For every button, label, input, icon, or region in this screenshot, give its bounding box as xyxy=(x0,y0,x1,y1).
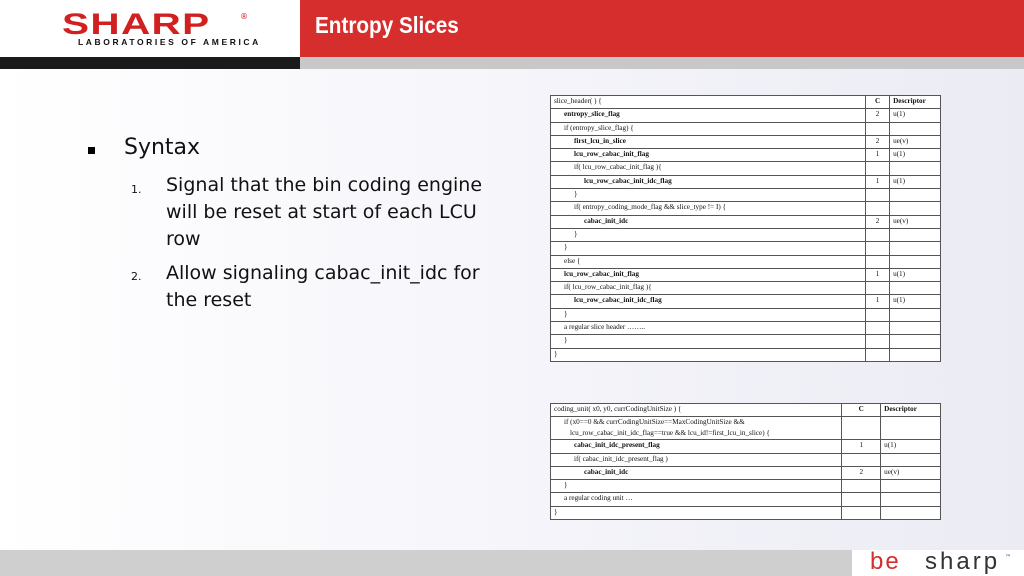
descriptor-cell xyxy=(890,162,941,175)
syntax-cell xyxy=(551,202,866,215)
descriptor-cell xyxy=(890,282,941,295)
syntax-text: } xyxy=(564,481,568,490)
table-row xyxy=(551,322,941,335)
descriptor-cell xyxy=(890,335,941,348)
table-header-row xyxy=(551,96,941,109)
descriptor-cell xyxy=(881,417,941,440)
syntax-text-continued: lcu_row_cabac_init_idc_flag==true && lcu_id!=first_lcu_in_slice) { xyxy=(570,429,770,438)
c-cell xyxy=(866,335,890,348)
syntax-text: if( entropy_coding_mode_flag && slice_type != I) { xyxy=(574,203,727,212)
table-row xyxy=(551,466,941,479)
header-divider-dark xyxy=(0,57,300,69)
table-row xyxy=(551,255,941,268)
c-cell: 1 xyxy=(866,149,890,162)
syntax-cell xyxy=(551,109,866,122)
descriptor-cell: u(1) xyxy=(890,268,941,281)
syntax-cell xyxy=(551,189,866,202)
sharp-logo xyxy=(0,0,300,57)
table-row xyxy=(551,202,941,215)
c-cell xyxy=(866,242,890,255)
descriptor-cell: u(1) xyxy=(881,440,941,453)
bullet-square-icon xyxy=(88,147,95,154)
syntax-cell xyxy=(551,149,866,162)
c-cell xyxy=(866,282,890,295)
syntax-text: } xyxy=(554,507,558,516)
list-number-1: 1. xyxy=(131,183,142,196)
table-row xyxy=(551,135,941,148)
table-row xyxy=(551,348,941,361)
descriptor-cell xyxy=(890,308,941,321)
syntax-text: } xyxy=(554,349,558,358)
list-item-2: Allow signaling cabac_init_idc for the reset xyxy=(166,262,480,311)
header-c: C xyxy=(842,404,881,417)
syntax-text: if( cabac_init_idc_present_flag ) xyxy=(574,454,668,463)
c-cell: 1 xyxy=(866,295,890,308)
syntax-cell xyxy=(551,135,866,148)
c-cell xyxy=(866,228,890,241)
c-cell xyxy=(842,417,881,440)
syntax-text: if( lcu_row_cabac_init_flag ){ xyxy=(564,283,652,292)
c-cell xyxy=(866,189,890,202)
syntax-cell xyxy=(551,282,866,295)
descriptor-cell xyxy=(890,242,941,255)
table-row xyxy=(551,109,941,122)
syntax-cell xyxy=(551,466,842,479)
table-row xyxy=(551,417,941,440)
syntax-cell xyxy=(551,162,866,175)
c-cell: 1 xyxy=(866,175,890,188)
syntax-text: } xyxy=(564,309,568,318)
c-cell: 1 xyxy=(866,268,890,281)
table-row xyxy=(551,493,941,506)
c-cell xyxy=(866,348,890,361)
syntax-cell xyxy=(551,417,842,440)
syntax-text: if (entropy_slice_flag) { xyxy=(564,123,634,132)
c-cell xyxy=(842,480,881,493)
syntax-text: entropy_slice_flag xyxy=(564,110,620,119)
syntax-text: } xyxy=(574,190,578,199)
syntax-text: lcu_row_cabac_init_flag xyxy=(564,269,639,278)
syntax-text: a regular slice header …….. xyxy=(564,323,646,332)
title-bar xyxy=(300,0,1024,57)
syntax-text: if (x0==0 && currCodingUnitSize==MaxCodingUnitSize && xyxy=(564,418,745,427)
syntax-text: cabac_init_idc xyxy=(584,216,629,225)
c-cell xyxy=(866,162,890,175)
descriptor-cell xyxy=(881,506,941,519)
descriptor-cell: u(1) xyxy=(890,175,941,188)
descriptor-cell xyxy=(881,480,941,493)
syntax-text: a regular coding unit … xyxy=(564,494,633,503)
syntax-text: lcu_row_cabac_init_idc_flag xyxy=(584,176,672,185)
c-cell: 1 xyxy=(842,440,881,453)
c-cell xyxy=(842,453,881,466)
logo-text: SHARP xyxy=(62,8,211,41)
descriptor-cell: u(1) xyxy=(890,149,941,162)
syntax-text: cabac_init_idc_present_flag xyxy=(574,441,660,450)
syntax-text: lcu_row_cabac_init_flag xyxy=(574,150,649,159)
table-row xyxy=(551,453,941,466)
descriptor-cell xyxy=(881,493,941,506)
syntax-cell xyxy=(551,122,866,135)
descriptor-cell xyxy=(890,255,941,268)
syntax-cell xyxy=(551,440,842,453)
slice-header-syntax-table xyxy=(550,95,941,362)
descriptor-cell: u(1) xyxy=(890,109,941,122)
c-cell xyxy=(842,493,881,506)
syntax-cell xyxy=(551,175,866,188)
syntax-cell xyxy=(551,348,866,361)
table-row xyxy=(551,175,941,188)
descriptor-cell xyxy=(890,202,941,215)
header-c: C xyxy=(866,96,890,109)
footer-sharp: sharp xyxy=(925,548,1001,575)
slide-title: Entropy Slices xyxy=(315,12,459,38)
table-row xyxy=(551,440,941,453)
c-cell: 2 xyxy=(866,135,890,148)
syntax-cell xyxy=(551,506,842,519)
syntax-text: else { xyxy=(564,256,581,265)
descriptor-cell: ue(v) xyxy=(890,215,941,228)
header-syntax: coding_unit( x0, y0, currCodingUnitSize ) { xyxy=(551,404,842,417)
descriptor-cell xyxy=(881,453,941,466)
table-row xyxy=(551,149,941,162)
table-row xyxy=(551,308,941,321)
syntax-cell xyxy=(551,268,866,281)
list-number-2: 2. xyxy=(131,270,142,283)
descriptor-cell xyxy=(890,322,941,335)
syntax-text: cabac_init_idc xyxy=(584,467,629,476)
descriptor-cell: ue(v) xyxy=(890,135,941,148)
syntax-cell xyxy=(551,255,866,268)
coding-unit-syntax-table xyxy=(550,403,941,520)
syntax-cell xyxy=(551,453,842,466)
c-cell xyxy=(866,255,890,268)
syntax-cell xyxy=(551,480,842,493)
descriptor-cell: ue(v) xyxy=(881,466,941,479)
c-cell: 2 xyxy=(842,466,881,479)
c-cell xyxy=(866,308,890,321)
descriptor-cell xyxy=(890,189,941,202)
descriptor-cell xyxy=(890,122,941,135)
table-row xyxy=(551,295,941,308)
c-cell: 2 xyxy=(866,109,890,122)
header xyxy=(0,0,1024,57)
syntax-cell xyxy=(551,493,842,506)
table-row xyxy=(551,215,941,228)
syntax-cell xyxy=(551,295,866,308)
syntax-text: first_lcu_in_slice xyxy=(574,136,626,145)
table-row xyxy=(551,335,941,348)
table-row xyxy=(551,228,941,241)
c-cell: 2 xyxy=(866,215,890,228)
logo-subtitle: LABORATORIES OF AMERICA xyxy=(78,37,261,47)
footer-be: be xyxy=(870,548,901,575)
c-cell xyxy=(842,506,881,519)
syntax-text: } xyxy=(574,229,578,238)
syntax-cell xyxy=(551,242,866,255)
syntax-text: } xyxy=(564,243,568,252)
table-row xyxy=(551,480,941,493)
bullet-main: Syntax xyxy=(124,135,201,160)
c-cell xyxy=(866,202,890,215)
table-row xyxy=(551,189,941,202)
syntax-text: if( lcu_row_cabac_init_flag ){ xyxy=(574,163,662,172)
header-descriptor: Descriptor xyxy=(890,96,941,109)
c-cell xyxy=(866,322,890,335)
syntax-cell xyxy=(551,228,866,241)
syntax-cell xyxy=(551,308,866,321)
syntax-cell xyxy=(551,335,866,348)
list-item-1: Signal that the bin coding engine will be reset at start of each LCU row xyxy=(166,174,483,250)
syntax-text: } xyxy=(564,336,568,345)
c-cell xyxy=(866,122,890,135)
syntax-text: lcu_row_cabac_init_idc_flag xyxy=(574,296,662,305)
syntax-cell xyxy=(551,322,866,335)
descriptor-cell xyxy=(890,228,941,241)
table-header-row xyxy=(551,404,941,417)
descriptor-cell xyxy=(890,348,941,361)
header-divider-grey xyxy=(300,57,1024,69)
table-row xyxy=(551,282,941,295)
footer-trademark: ™ xyxy=(1005,554,1011,561)
descriptor-cell: u(1) xyxy=(890,295,941,308)
header-descriptor: Descriptor xyxy=(881,404,941,417)
table-row xyxy=(551,268,941,281)
header-syntax: slice_header( ) { xyxy=(551,96,866,109)
table-row xyxy=(551,506,941,519)
table-row xyxy=(551,122,941,135)
logo-registered-mark: ® xyxy=(240,12,248,21)
table-row xyxy=(551,162,941,175)
table-row xyxy=(551,242,941,255)
syntax-cell xyxy=(551,215,866,228)
